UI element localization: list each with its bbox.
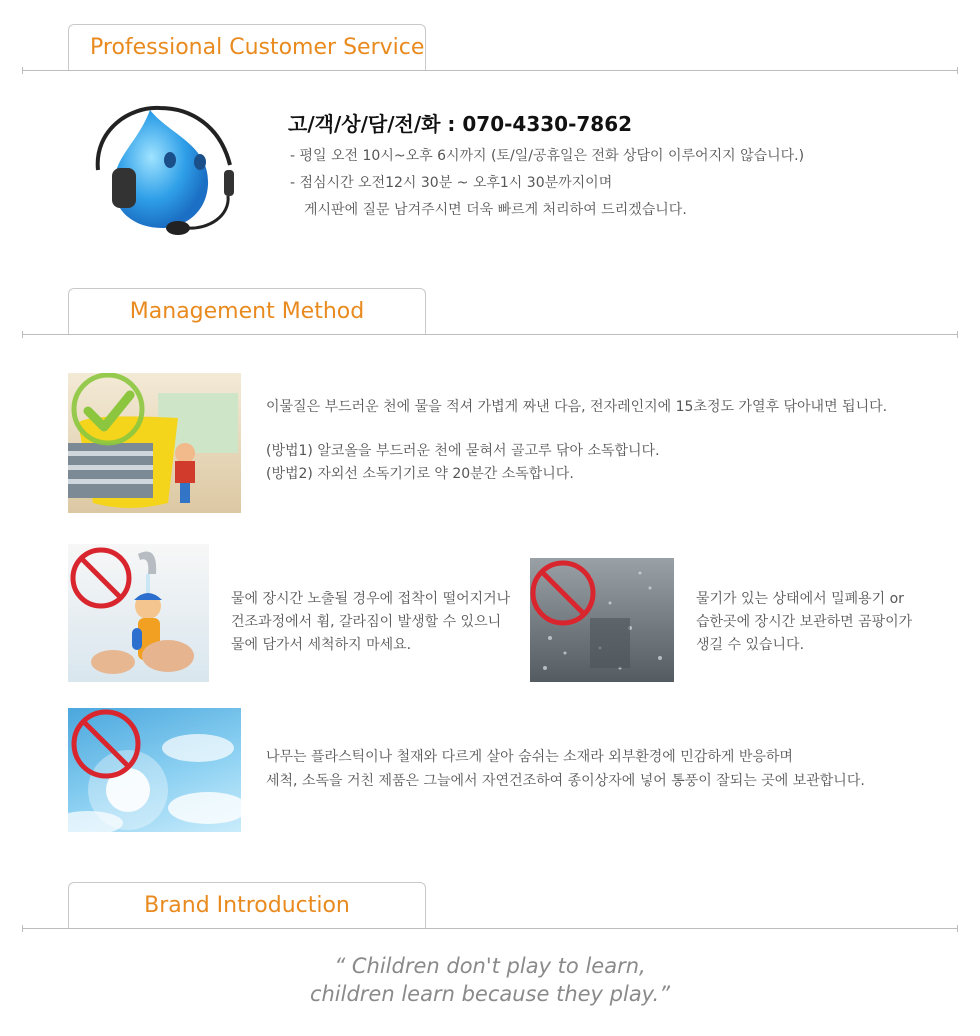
- care-text-line: (방법2) 자외선 소독기기로 약 20분간 소독합니다.: [266, 466, 574, 482]
- brand-quote-line: children learn because they play.”: [309, 982, 671, 1006]
- care-text-line: 물에 담가서 세척하지 마세요.: [231, 637, 412, 653]
- care-text-line: 습한곳에 장시간 보관하면 곰팡이가: [696, 614, 913, 630]
- section-divider: [22, 70, 958, 71]
- section-tab-customer-service: [68, 24, 426, 71]
- care-text-line: 건조과정에서 휨, 갈라짐이 발생할 수 있으니: [231, 614, 502, 630]
- business-hours: - 평일 오전 10시~오후 6시까지 (토/일/공휴일은 전화 상담이 이루어지지 않습니다.): [290, 148, 805, 164]
- phone-number: 고/객/상/담/전/화 : 070-4330-7862: [288, 112, 633, 136]
- section-divider: [22, 928, 958, 929]
- care-text-line: 생길 수 있습니다.: [696, 637, 805, 653]
- care-text-line: (방법1) 알코올을 부드러운 천에 묻혀서 골고루 닦아 소독합니다.: [266, 443, 660, 459]
- care-text-line: 물에 장시간 노출될 경우에 접착이 떨어지거나: [231, 591, 511, 607]
- lunch-hours: - 점심시간 오전12시 30분 ~ 오후1시 30분까지이며: [290, 175, 613, 191]
- section-tab-management: [68, 288, 426, 335]
- cleaning-bucket-image: [68, 373, 241, 513]
- brand-quote-line: “ Children don't play to learn,: [334, 954, 646, 978]
- section-tab-brand: [68, 882, 426, 929]
- section-divider: [22, 334, 958, 335]
- section-title: Brand Introduction: [144, 893, 350, 918]
- care-text-line: 이물질은 부드러운 천에 물을 적셔 가볍게 짜낸 다음, 전자레인지에 15초정도 가열후 닦아내면 됩니다.: [266, 399, 888, 415]
- section-title: Professional Customer Service: [90, 35, 425, 60]
- wet-window-image: [530, 558, 674, 682]
- headset-mascot-icon: [90, 100, 240, 240]
- board-notice: 게시판에 질문 남겨주시면 더욱 빠르게 처리하여 드리겠습니다.: [304, 202, 687, 218]
- toy-water-image: [68, 544, 209, 682]
- care-text-line: 나무는 플라스틱이나 철재와 다르게 살아 숨쉬는 소재라 외부환경에 민감하게 반응하며: [266, 749, 793, 765]
- care-text-line: 세척, 소독을 거친 제품은 그늘에서 자연건조하여 종이상자에 넣어 통풍이 잘되는 곳에 보관합니다.: [266, 773, 865, 789]
- section-title: Management Method: [129, 299, 365, 324]
- care-text-line: 물기가 있는 상태에서 밀폐용기 or: [696, 591, 904, 607]
- sunlight-sky-image: [68, 708, 241, 832]
